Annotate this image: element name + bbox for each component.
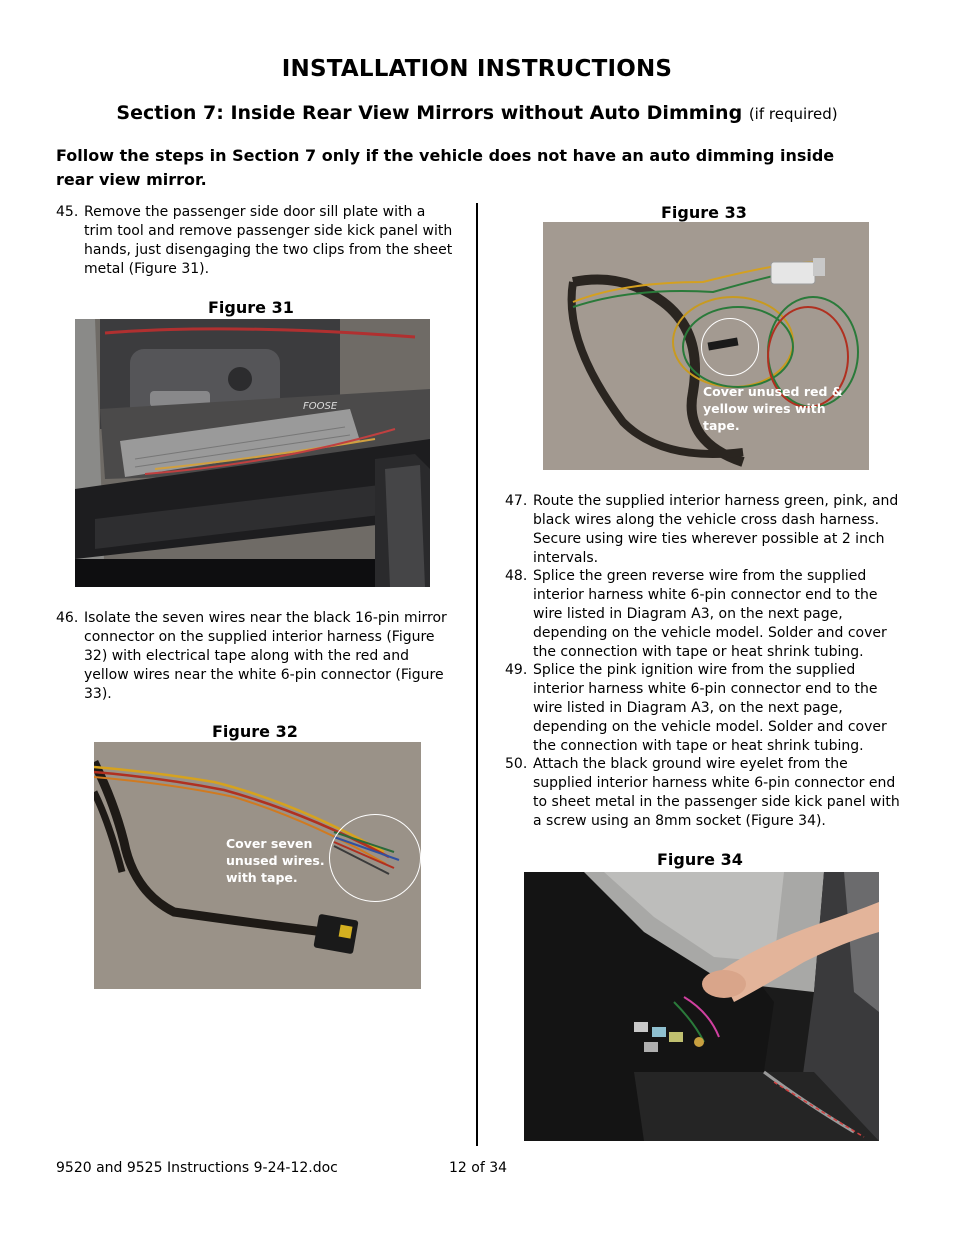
footer-page-number: 12 of 34 <box>449 1160 508 1176</box>
figure-34-label: Figure 34 <box>657 850 743 869</box>
page-title: INSTALLATION INSTRUCTIONS <box>281 56 673 82</box>
step-line: Isolate the seven wires near the black 16-pin mirror <box>84 610 447 626</box>
step-line: Remove the passenger side door sill plate with a <box>84 204 426 220</box>
step-number: 50. <box>505 756 528 772</box>
step-text <box>533 492 898 568</box>
figure-32-highlight-circle <box>329 814 421 902</box>
step-number: 46. <box>56 610 79 626</box>
step-number: 49. <box>505 662 528 678</box>
figure-32-callout <box>226 835 325 886</box>
step-line: intervals. <box>533 550 599 566</box>
section-title <box>0 102 954 124</box>
step-line: Splice the pink ignition wire from the supplied <box>533 662 856 678</box>
step-line: wire listed in Diagram A3, on the next page, <box>533 606 843 622</box>
callout-line: with tape. <box>226 870 298 885</box>
callout-line: yellow wires with <box>703 401 826 416</box>
step-line: Secure using wire ties wherever possible at 2 inch <box>533 531 885 547</box>
step-line: metal (Figure 31). <box>84 261 210 277</box>
step-line: interior harness white 6-pin connector end to the <box>533 681 878 697</box>
intro-line: Follow the steps in Section 7 only if the vehicle does not have an auto dimming inside <box>56 146 835 165</box>
callout-line: tape. <box>703 418 740 433</box>
step-line: Route the supplied interior harness green, pink, and <box>533 493 899 509</box>
step-line: connector on the supplied interior harness (Figure <box>84 629 435 645</box>
step-line: depending on the vehicle model. Solder and cover <box>533 625 887 641</box>
callout-line: Cover unused red & <box>703 384 843 399</box>
step-number: 47. <box>505 493 528 509</box>
figure-33-label: Figure 33 <box>661 203 747 222</box>
column-divider <box>476 203 478 1146</box>
step-line: trim tool and remove passenger side kick panel with <box>84 223 453 239</box>
figure-32-label: Figure 32 <box>212 722 298 741</box>
callout-line: Cover seven <box>226 836 313 851</box>
step-line: depending on the vehicle model. Solder and cover <box>533 719 887 735</box>
step-line: the connection with tape or heat shrink tubing. <box>533 738 864 754</box>
step-text <box>533 567 887 662</box>
step-line: wire listed in Diagram A3, on the next page, <box>533 700 843 716</box>
step-text <box>533 755 900 831</box>
step-line: Attach the black ground wire eyelet from the <box>533 756 848 772</box>
step-line: interior harness white 6-pin connector end to the <box>533 587 878 603</box>
step-line: the connection with tape or heat shrink tubing. <box>533 644 864 660</box>
figure-33-callout <box>703 383 843 434</box>
intro-line: rear view mirror. <box>56 170 207 189</box>
section-title-suffix: (if required) <box>748 105 838 123</box>
step-text <box>533 661 887 756</box>
figure-31-label: Figure 31 <box>208 298 294 317</box>
callout-line: unused wires. <box>226 853 325 868</box>
step-text <box>84 609 447 704</box>
step-line: Splice the green reverse wire from the supplied <box>533 568 867 584</box>
step-text <box>84 203 452 279</box>
figure-33-highlight-circle <box>701 318 759 376</box>
section-title-text: Section 7: Inside Rear View Mirrors without Auto Dimming <box>116 102 743 124</box>
step-number: 48. <box>505 568 528 584</box>
foose-emblem: FOOSE <box>303 401 338 412</box>
step-line: supplied interior harness white 6-pin connector end <box>533 775 896 791</box>
figure-34-photo <box>524 872 879 1141</box>
step-line: 33). <box>84 686 112 702</box>
step-line: to sheet metal in the passenger side kick panel with <box>533 794 900 810</box>
step-line: 32) with electrical tape along with the red and <box>84 648 410 664</box>
step-line: a screw using an 8mm socket (Figure 34). <box>533 813 826 829</box>
step-line: hands, just disengaging the two clips from the sheet <box>84 242 453 258</box>
step-number: 45. <box>56 204 79 220</box>
figure-31-photo <box>75 319 430 587</box>
footer-document-name: 9520 and 9525 Instructions 9-24-12.doc <box>56 1160 338 1176</box>
intro-paragraph <box>56 144 886 192</box>
step-line: yellow wires near the white 6-pin connector (Figure <box>84 667 444 683</box>
step-line: black wires along the vehicle cross dash harness. <box>533 512 880 528</box>
